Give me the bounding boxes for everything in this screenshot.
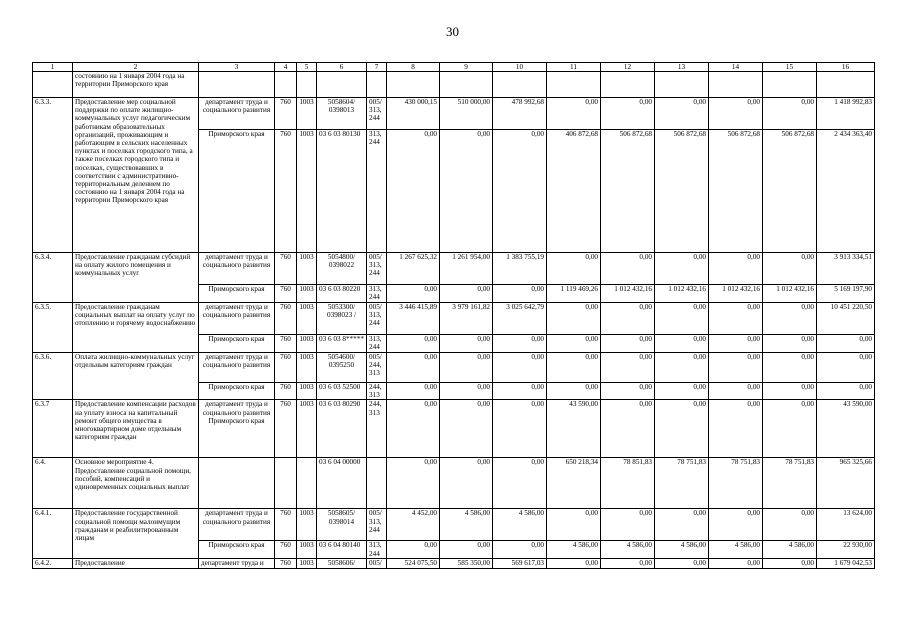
amount-cell: 0,00	[763, 98, 817, 130]
amount-cell: 0,00	[709, 559, 763, 569]
amount-cell: 0,00	[547, 303, 601, 335]
total-cell: 43 590,00	[817, 400, 875, 458]
column-header: 1	[33, 63, 73, 72]
target-article-code: 03 6 03 80220	[317, 285, 367, 303]
amount-cell: 0,00	[709, 335, 763, 353]
executor: Приморского края	[199, 285, 275, 303]
amount-cell: 0,00	[387, 335, 440, 353]
budget-table	[32, 62, 875, 569]
amount-cell: 0,00	[547, 253, 601, 285]
total-cell: 1 679 042,53	[817, 559, 875, 569]
executor: департамент труда и социального развития	[199, 509, 275, 541]
measure-description: Основное мероприятие 4. Предоставление социальной помощи, пособий, компенсаций и единовременных социальных выплат	[73, 458, 199, 509]
amount-cell: 0,00	[763, 253, 817, 285]
column-header: 15	[763, 63, 817, 72]
amount-cell: 0,00	[655, 509, 709, 541]
amount-cell: 0,00	[601, 253, 655, 285]
section-code: 1003	[297, 353, 317, 383]
grbs-code: 760	[275, 509, 297, 541]
amount-cell: 0,00	[493, 335, 547, 353]
column-header: 9	[440, 63, 493, 72]
total-cell: 0,00	[817, 383, 875, 400]
column-header: 13	[655, 63, 709, 72]
amount-cell: 0,00	[387, 130, 440, 253]
column-header: 12	[601, 63, 655, 72]
executor: Приморского края	[199, 383, 275, 400]
amount-cell: 0,00	[440, 383, 493, 400]
amount-cell: 0,00	[493, 458, 547, 509]
amount-cell: 506 872,68	[709, 130, 763, 253]
amount-cell: 0,00	[655, 335, 709, 353]
grbs-code: 760	[275, 353, 297, 383]
column-header: 7	[367, 63, 387, 72]
target-article-code: 5053300/ 0398023 /	[317, 303, 367, 335]
table-row	[33, 559, 875, 569]
target-article-code: 5054600/ 0395250	[317, 353, 367, 383]
amount-cell: 0,00	[440, 458, 493, 509]
amount-cell: 1 012 432,16	[763, 285, 817, 303]
amount-cell: 0,00	[709, 98, 763, 130]
amount-cell: 0,00	[601, 559, 655, 569]
target-article-code: 5058604/ 0398013	[317, 98, 367, 130]
executor: департамент труда и социального развития Приморского края	[199, 400, 275, 458]
amount-cell: 0,00	[709, 509, 763, 541]
measure-description: Предоставление государственной социальной помощи малоимущим гражданам и реабилитированным лицам	[73, 509, 199, 559]
amount-cell: 0,00	[493, 541, 547, 559]
amount-cell: 0,00	[493, 285, 547, 303]
amount-cell: 0,00	[440, 285, 493, 303]
expense-type-code: 005/	[367, 559, 387, 569]
amount-cell: 0,00	[709, 253, 763, 285]
amount-cell: 0,00	[440, 353, 493, 383]
amount-cell: 4 586,00	[601, 541, 655, 559]
target-article-code: 5058605/ 0398014	[317, 509, 367, 541]
measure-number: 6.3.5.	[33, 303, 73, 353]
column-header: 4	[275, 63, 297, 72]
expense-type-code: 005/ 313, 244	[367, 509, 387, 541]
amount-cell: 506 872,68	[763, 130, 817, 253]
section-code: 1003	[297, 509, 317, 541]
expense-type-code: 313, 244	[367, 130, 387, 253]
amount-cell: 0,00	[655, 98, 709, 130]
measure-number: 6.3.3.	[33, 98, 73, 253]
amount-cell: 4 586,00	[763, 541, 817, 559]
column-header: 6	[317, 63, 367, 72]
amount-cell: 0,00	[387, 458, 440, 509]
amount-cell: 0,00	[387, 383, 440, 400]
section-code: 1003	[297, 98, 317, 130]
grbs-code: 760	[275, 400, 297, 458]
total-cell: 0,00	[817, 353, 875, 383]
amount-cell: 0,00	[709, 400, 763, 458]
column-header: 14	[709, 63, 763, 72]
executor: департамент труда и социального развития	[199, 303, 275, 335]
expense-type-code: 244, 313	[367, 400, 387, 458]
expense-type-code: 313, 244	[367, 335, 387, 353]
total-cell: 13 624,00	[817, 509, 875, 541]
amount-cell: 0,00	[763, 383, 817, 400]
table-row	[33, 303, 875, 335]
amount-cell: 430 000,15	[387, 98, 440, 130]
amount-cell: 0,00	[440, 130, 493, 253]
amount-cell: 406 872,68	[547, 130, 601, 253]
amount-cell: 510 000,00	[440, 98, 493, 130]
amount-cell: 1 119 469,26	[547, 285, 601, 303]
amount-cell: 0,00	[655, 253, 709, 285]
amount-cell: 43 590,00	[547, 400, 601, 458]
amount-cell: 0,00	[655, 353, 709, 383]
amount-cell: 0,00	[655, 400, 709, 458]
total-cell: 965 325,66	[817, 458, 875, 509]
target-article-code: 03 6 04 80140	[317, 541, 367, 559]
executor: департамент труда и	[199, 559, 275, 569]
executor: департамент труда и социального развития	[199, 353, 275, 383]
amount-cell: 0,00	[709, 383, 763, 400]
total-cell: 5 169 197,90	[817, 285, 875, 303]
amount-cell: 78 751,83	[655, 458, 709, 509]
table-row	[33, 72, 875, 98]
column-number-row	[33, 63, 875, 72]
amount-cell: 1 012 432,16	[709, 285, 763, 303]
column-header: 2	[73, 63, 199, 72]
amount-cell: 0,00	[493, 353, 547, 383]
amount-cell: 0,00	[655, 383, 709, 400]
amount-cell: 0,00	[440, 400, 493, 458]
amount-cell: 1 012 432,16	[601, 285, 655, 303]
expense-type-code: 005/ 313, 244	[367, 253, 387, 285]
grbs-code: 760	[275, 253, 297, 285]
amount-cell: 1 261 954,00	[440, 253, 493, 285]
column-header: 5	[297, 63, 317, 72]
measure-number: 6.4.2.	[33, 559, 73, 569]
expense-type-code: 005/ 244, 313	[367, 353, 387, 383]
target-article-code: 5058606/	[317, 559, 367, 569]
table-row	[33, 353, 875, 383]
measure-number: 6.3.4.	[33, 253, 73, 303]
amount-cell: 0,00	[601, 303, 655, 335]
target-article-code: 5054800/ 0398022	[317, 253, 367, 285]
amount-cell: 3 979 161,82	[440, 303, 493, 335]
grbs-code: 760	[275, 303, 297, 335]
measure-description: Предоставление мер социальной поддержки по оплате жилищно-коммунальных услуг педагогическим работникам образовательных организаций, проживающим и работающим в сельских населенных пунктах и поселках городского типа, а также поселках городского типа и поселках, существовавших в соответствии с административно-территориальным делением по состоянию на 1 января 2004 года на территории Приморского края	[73, 98, 199, 253]
measure-description: состоянию на 1 января 2004 года на территории Приморского края	[73, 72, 199, 98]
amount-cell: 4 586,00	[547, 541, 601, 559]
section-code: 1003	[297, 400, 317, 458]
amount-cell: 569 617,03	[493, 559, 547, 569]
total-cell: 3 913 334,51	[817, 253, 875, 285]
amount-cell: 78 851,83	[601, 458, 655, 509]
measure-description: Предоставление гражданам социальных выплат на оплату услуг по отоплению и горячему водоснабжению	[73, 303, 199, 353]
table-row	[33, 509, 875, 541]
amount-cell: 0,00	[763, 509, 817, 541]
total-cell: 1 418 992,83	[817, 98, 875, 130]
target-article-code: 03 6 03 52500	[317, 383, 367, 400]
amount-cell: 78 751,83	[763, 458, 817, 509]
total-cell: 0,00	[817, 335, 875, 353]
section-code: 1003	[297, 303, 317, 335]
amount-cell: 0,00	[547, 353, 601, 383]
amount-cell: 78 751,83	[709, 458, 763, 509]
expense-type-code: 313, 244	[367, 541, 387, 559]
measure-number: 6.4.1.	[33, 509, 73, 559]
column-header: 3	[199, 63, 275, 72]
amount-cell: 0,00	[763, 335, 817, 353]
amount-cell: 506 872,68	[601, 130, 655, 253]
grbs-code: 760	[275, 559, 297, 569]
measure-description: Оплата жилищно-коммунальных услуг отдельным категориям граждан	[73, 353, 199, 400]
amount-cell: 506 872,68	[655, 130, 709, 253]
measure-description: Предоставление компенсации расходов на уплату взноса на капитальный ремонт общего имущества в многоквартирном доме отдельным категориям граждан	[73, 400, 199, 458]
section-code: 1003	[297, 130, 317, 253]
amount-cell: 4 586,00	[440, 509, 493, 541]
amount-cell: 4 586,00	[655, 541, 709, 559]
measure-number: 6.3.6.	[33, 353, 73, 400]
amount-cell: 0,00	[547, 559, 601, 569]
measure-description: Предоставление	[73, 559, 199, 569]
amount-cell: 0,00	[655, 303, 709, 335]
expense-type-code: 005/ 313, 244	[367, 303, 387, 335]
section-code: 1003	[297, 285, 317, 303]
amount-cell: 0,00	[601, 98, 655, 130]
amount-cell: 0,00	[763, 559, 817, 569]
total-cell: 22 930,00	[817, 541, 875, 559]
amount-cell: 585 350,00	[440, 559, 493, 569]
executor: департамент труда и социального развития	[199, 253, 275, 285]
amount-cell: 0,00	[493, 130, 547, 253]
amount-cell: 0,00	[763, 400, 817, 458]
amount-cell: 0,00	[387, 353, 440, 383]
section-code: 1003	[297, 335, 317, 353]
grbs-code: 760	[275, 98, 297, 130]
total-cell: 2 434 363,40	[817, 130, 875, 253]
amount-cell: 0,00	[493, 400, 547, 458]
expense-type-code: 005/ 313, 244	[367, 98, 387, 130]
grbs-code: 760	[275, 383, 297, 400]
measure-number: 6.3.7	[33, 400, 73, 458]
amount-cell: 0,00	[601, 400, 655, 458]
amount-cell: 0,00	[440, 541, 493, 559]
amount-cell: 4 452,00	[387, 509, 440, 541]
amount-cell: 0,00	[601, 335, 655, 353]
table-row	[33, 98, 875, 130]
amount-cell: 0,00	[387, 285, 440, 303]
section-code: 1003	[297, 383, 317, 400]
section-code: 1003	[297, 559, 317, 569]
column-header: 8	[387, 63, 440, 72]
amount-cell: 0,00	[763, 353, 817, 383]
amount-cell: 0,00	[601, 509, 655, 541]
grbs-code: 760	[275, 285, 297, 303]
grbs-code: 760	[275, 541, 297, 559]
measure-number: 6.4.	[33, 458, 73, 509]
table-row	[33, 458, 875, 509]
amount-cell: 0,00	[709, 353, 763, 383]
grbs-code: 760	[275, 335, 297, 353]
total-cell: 10 451 220,50	[817, 303, 875, 335]
amount-cell: 524 075,50	[387, 559, 440, 569]
executor: департамент труда и социального развития	[199, 98, 275, 130]
amount-cell: 0,00	[547, 383, 601, 400]
column-header: 16	[817, 63, 875, 72]
amount-cell: 650 218,34	[547, 458, 601, 509]
column-header: 11	[547, 63, 601, 72]
amount-cell: 1 383 755,19	[493, 253, 547, 285]
target-article-code: 03 6 03 8*****	[317, 335, 367, 353]
executor: Приморского края	[199, 130, 275, 253]
measure-description: Предоставление гражданам субсидий на оплату жилого помещения и коммунальных услуг	[73, 253, 199, 303]
page-number: 30	[446, 24, 459, 39]
amount-cell: 0,00	[387, 400, 440, 458]
amount-cell: 0,00	[709, 303, 763, 335]
grbs-code: 760	[275, 130, 297, 253]
amount-cell: 478 992,68	[493, 98, 547, 130]
target-article-code: 03 6 04 00000	[317, 458, 367, 509]
amount-cell: 0,00	[547, 335, 601, 353]
amount-cell: 0,00	[387, 541, 440, 559]
expense-type-code: 313, 244	[367, 285, 387, 303]
amount-cell: 0,00	[601, 353, 655, 383]
section-code: 1003	[297, 541, 317, 559]
amount-cell: 3 446 415,89	[387, 303, 440, 335]
target-article-code: 03 6 03 80290	[317, 400, 367, 458]
expense-type-code: 244, 313	[367, 383, 387, 400]
executor: Приморского края	[199, 541, 275, 559]
table-row	[33, 253, 875, 285]
amount-cell: 0,00	[440, 335, 493, 353]
amount-cell: 0,00	[493, 383, 547, 400]
column-header: 10	[493, 63, 547, 72]
target-article-code: 03 6 03 80130	[317, 130, 367, 253]
amount-cell: 0,00	[655, 559, 709, 569]
executor: Приморского края	[199, 335, 275, 353]
amount-cell: 0,00	[547, 98, 601, 130]
amount-cell: 4 586,00	[709, 541, 763, 559]
table-row	[33, 400, 875, 458]
amount-cell: 1 267 625,32	[387, 253, 440, 285]
amount-cell: 3 025 642,79	[493, 303, 547, 335]
section-code: 1003	[297, 253, 317, 285]
amount-cell: 1 012 432,16	[655, 285, 709, 303]
amount-cell: 0,00	[601, 383, 655, 400]
amount-cell: 0,00	[763, 303, 817, 335]
amount-cell: 4 586,00	[493, 509, 547, 541]
amount-cell: 0,00	[547, 509, 601, 541]
